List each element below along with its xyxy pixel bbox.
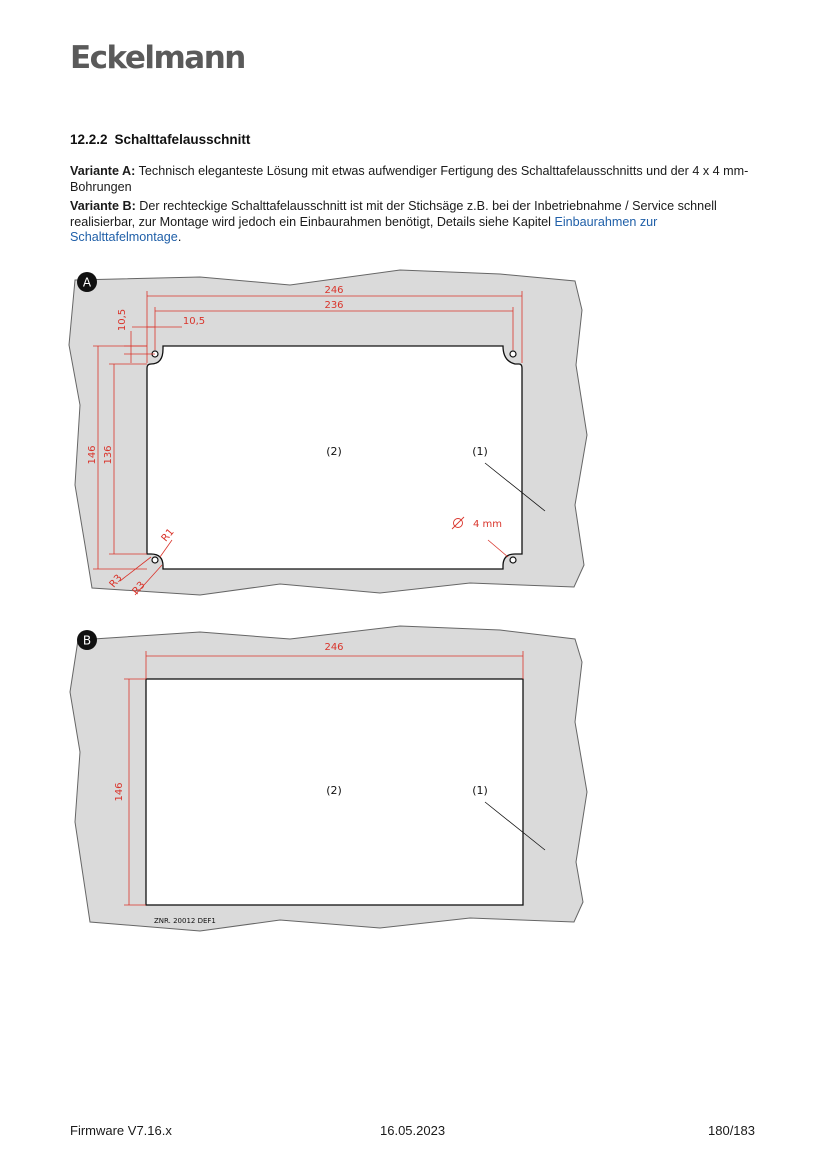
- hole-bottom-right: [510, 557, 516, 563]
- drawing-number: ZNR. 20012 DEF1: [154, 917, 216, 925]
- badge-a-letter: A: [82, 275, 92, 290]
- variant-b-label: Variante B:: [70, 199, 136, 213]
- variant-b-text: Der rechteckige Schalttafelausschnitt ist mit der Stichsäge z.B. bei der Inbetriebnahme / Service schnell realisierbar, zur Montage wird jedoch ein Einbaurahmen benötigt, Details siehe Kapitel: [70, 199, 717, 229]
- variant-b-paragraph: [70, 199, 760, 246]
- section-heading: [70, 132, 250, 147]
- footer-date: 16.05.2023: [380, 1123, 446, 1138]
- dim-width-b: 246: [324, 642, 344, 653]
- hole-diameter: 4 mm: [473, 519, 503, 530]
- figure-variant-b: [0, 622, 827, 942]
- badge-b: [77, 630, 97, 650]
- variant-b-end: .: [177, 230, 182, 244]
- figure-variant-a: [0, 265, 827, 615]
- footer-firmware: Firmware V7.16.x: [70, 1123, 172, 1138]
- radius-r3-a: R3: [107, 572, 125, 591]
- dim-width-outer: 246: [324, 285, 344, 296]
- radius-r3-b: R3: [130, 579, 148, 598]
- hole-top-right: [510, 351, 516, 357]
- label-cutout-b: (2): [326, 784, 342, 797]
- label-panel-a: (1): [472, 445, 488, 458]
- dim-height-inner: 136: [103, 445, 114, 465]
- dim-width-inner: 236: [324, 300, 344, 311]
- badge-b-letter: B: [82, 633, 92, 648]
- variant-a-text: Technisch eleganteste Lösung mit etwas aufwendiger Fertigung des Schalttafelausschnitts und der 4 x 4 mm-Bohrungen: [70, 164, 749, 194]
- eckelmann-logo: Eckelmann: [70, 40, 245, 76]
- hole-bottom-left: [152, 557, 158, 563]
- dim-height-outer: 146: [87, 445, 98, 465]
- section-title: Schalttafelausschnitt: [114, 132, 251, 147]
- footer-page-number: 180/183: [708, 1123, 755, 1138]
- dim-height-b: 146: [114, 782, 125, 802]
- label-panel-b: (1): [472, 784, 488, 797]
- radius-r1: R1: [159, 526, 177, 545]
- dim-offset-horizontal: 10,5: [182, 316, 206, 327]
- section-number: 12.2.2: [70, 132, 108, 147]
- variant-a-paragraph: [70, 164, 760, 195]
- dim-offset-vertical: 10,5: [117, 308, 128, 332]
- badge-a: [77, 272, 97, 292]
- einbaurahmen-link[interactable]: Einbaurahmen zur Schalttafelmontage: [70, 214, 658, 244]
- label-cutout-a: (2): [326, 445, 342, 458]
- variant-a-label: Variante A:: [70, 164, 136, 178]
